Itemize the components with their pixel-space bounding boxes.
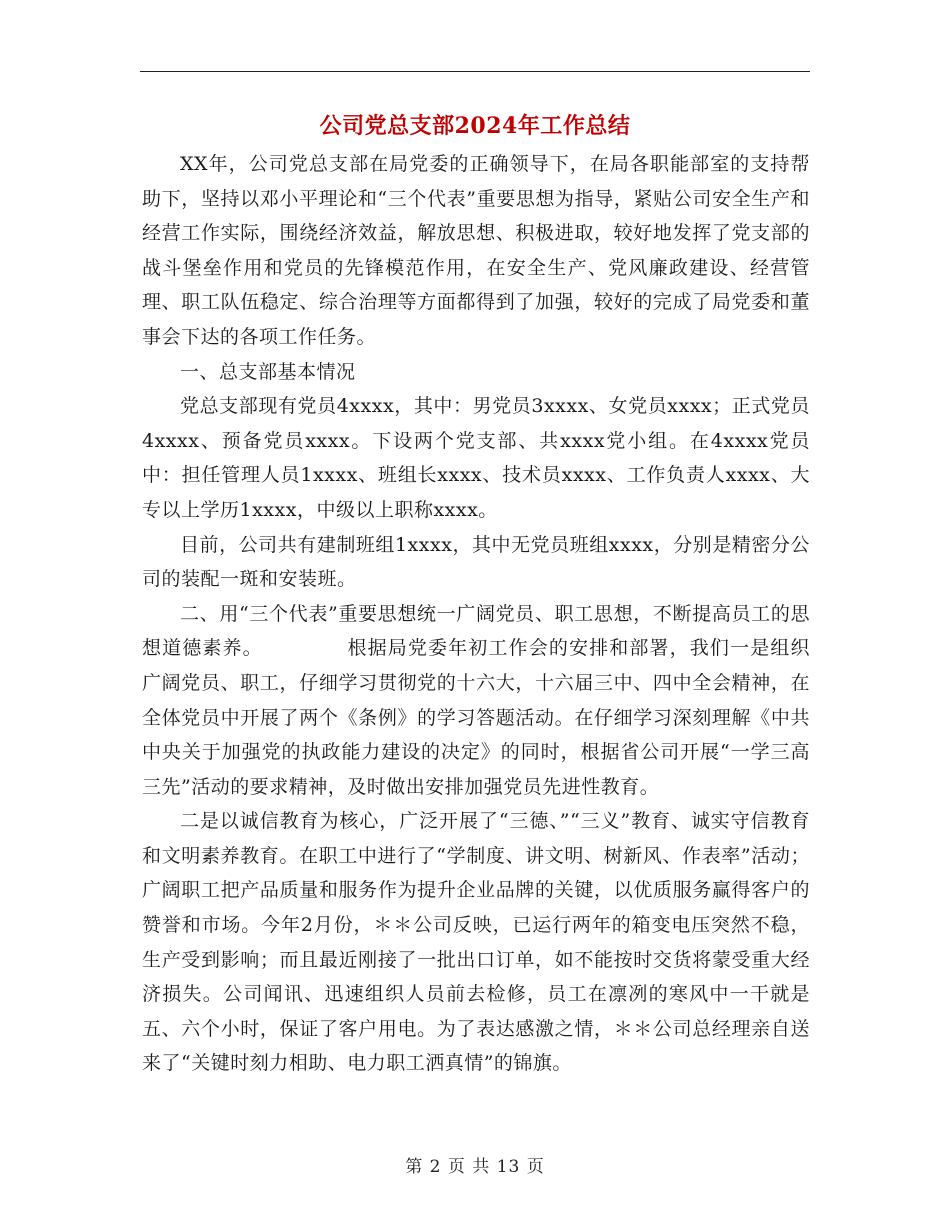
document-body	[142, 147, 810, 1081]
header-rule	[140, 71, 810, 72]
page-footer	[0, 1152, 950, 1177]
paragraph-team-groups: 目前，公司共有建制班组1xxxx，其中无党员班组xxxx，分别是精密分公司的装配一斑和安装班。	[142, 533, 810, 591]
paragraph-integrity-education: 二是以诚信教育为核心，广泛开展了“三德、”“三义”教育、诚实守信教育和文明素养教育。在职工中进行了“学制度、讲文明、树新风、作表率”活动；广阔职工把产品质量和服务作为提升企业品牌的关键，以优质服务赢得客户的赞誉和市场。今年2月份，＊＊公司反映，已运行两年的箱变电压突然不稳，生产受到影响；而且最近刚接了一批出口订单，如不能按时交货将蒙受重大经济损失。公司闻讯、迅速组织人员前去检修，员工在凛冽的寒风中一干就是五、六个小时，保证了客户用电。为了表达感激之情，＊＊公司总经理亲自送来了“关键时刻力相助、电力职工洒真情”的锦旗。	[142, 810, 810, 1075]
paragraph-intro: XX年，公司党总支部在局党委的正确领导下，在局各职能部室的支持帮助下，坚持以邓小平理论和“三个代表”重要思想为指导，紧贴公司安全生产和经营工作实际，围绕经济效益，解放思想、积极进取，较好地发挥了党支部的战斗堡垒作用和党员的先锋模范作用，在安全生产、党风廉政建设、经营管理、职工队伍稳定、综合治理等方面都得到了加强，较好的完成了局党委和董事会下达的各项工作任务。	[142, 153, 810, 348]
document-title: 公司党总支部2024年工作总结	[319, 113, 631, 139]
page-number-label: 第 2 页 共 13 页	[405, 1157, 545, 1177]
section-heading-basic-info: 一、总支部基本情况	[180, 360, 356, 383]
paragraph-ideology-body: 根据局党委年初工作会的安排和部署，我们一是组织广阔党员、职工，仔细学习贯彻党的十六大，十六届三中、四中全会精神，在全体党员中开展了两个《条例》的学习答题活动。在仔细学习深刻理解《中共中央关于加强党的执政能力建设的决定》的同时，根据省公司开展“一学三高三先”活动的要求精神，及时做出安排加强党员先进性教育。	[142, 637, 810, 798]
section-heading-ideology: 二、用“三个代表”重要思想统一广阔党员、职工思想，不断提高员工的思想道德素养。	[142, 602, 810, 660]
paragraph-member-stats: 党总支部现有党员4xxxx，其中：男党员3xxxx、女党员xxxx；正式党员4xxxx、预备党员xxxx。下设两个党支部、共xxxx党小组。在4xxxx党员中：担任管理人员1xxxx、班组长xxxx、技术员xxxx、工作负责人xxxx、大专以上学历1xxxx，中级以上职称xxxx。	[142, 395, 810, 521]
paragraph-ideology-education	[142, 597, 810, 805]
